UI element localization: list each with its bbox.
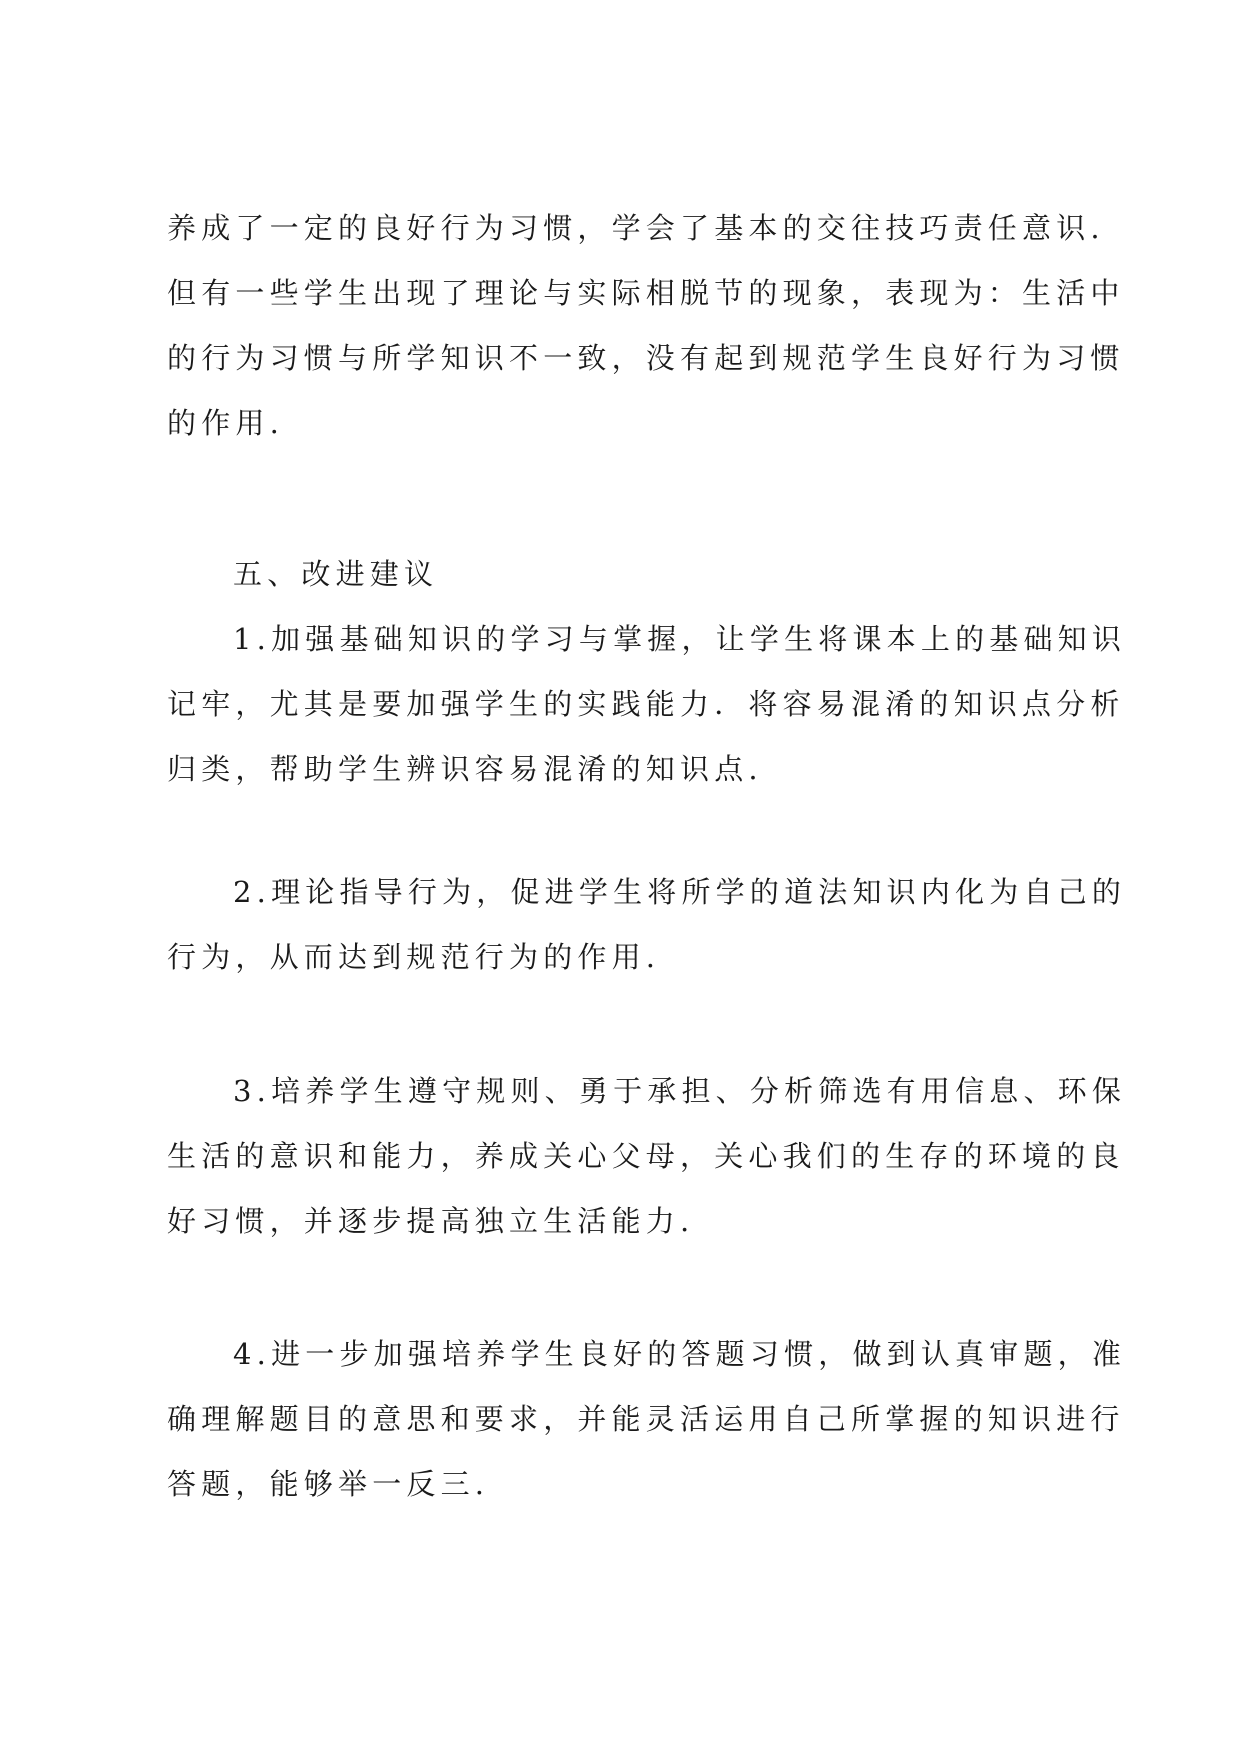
text-line: 养成了一定的良好行为习惯，学会了基本的交往技巧责任意识. xyxy=(167,211,1105,245)
suggestion-4 xyxy=(167,1322,1127,1517)
suggestion-2 xyxy=(167,860,1127,990)
text-line: 好习惯，并逐步提高独立生活能力. xyxy=(167,1204,695,1238)
paragraph-summary xyxy=(167,196,1125,456)
text-line: 2.理论指导行为，促进学生将所学的道法知识内化为自己的 xyxy=(233,875,1127,909)
text-line: 记牢，尤其是要加强学生的实践能力．将容易混淆的知识点分析 xyxy=(167,687,1125,721)
text-line: 的行为习惯与所学知识不一致，没有起到规范学生良好行为习惯 xyxy=(167,341,1125,375)
text-line: 的作用. xyxy=(167,406,285,440)
text-line: 归类，帮助学生辨识容易混淆的知识点. xyxy=(167,752,763,786)
section-heading xyxy=(167,542,1087,607)
text-line: 4.进一步加强培养学生良好的答题习惯，做到认真审题，准 xyxy=(233,1337,1127,1371)
heading-text: 五、改进建议 xyxy=(233,557,439,591)
text-line: 确理解题目的意思和要求，并能灵活运用自己所掌握的知识进行 xyxy=(167,1402,1125,1436)
text-line: 但有一些学生出现了理论与实际相脱节的现象，表现为：生活中 xyxy=(167,276,1125,310)
text-line: 答题，能够举一反三. xyxy=(167,1467,490,1501)
text-line: 生活的意识和能力，养成关心父母，关心我们的生存的环境的良 xyxy=(167,1139,1125,1173)
text-line: 3.培养学生遵守规则、勇于承担、分析筛选有用信息、环保 xyxy=(233,1074,1127,1108)
suggestion-1 xyxy=(167,607,1127,802)
text-line: 行为，从而达到规范行为的作用. xyxy=(167,940,661,974)
text-line: 1.加强基础知识的学习与掌握，让学生将课本上的基础知识 xyxy=(233,622,1127,656)
suggestion-3 xyxy=(167,1059,1127,1254)
